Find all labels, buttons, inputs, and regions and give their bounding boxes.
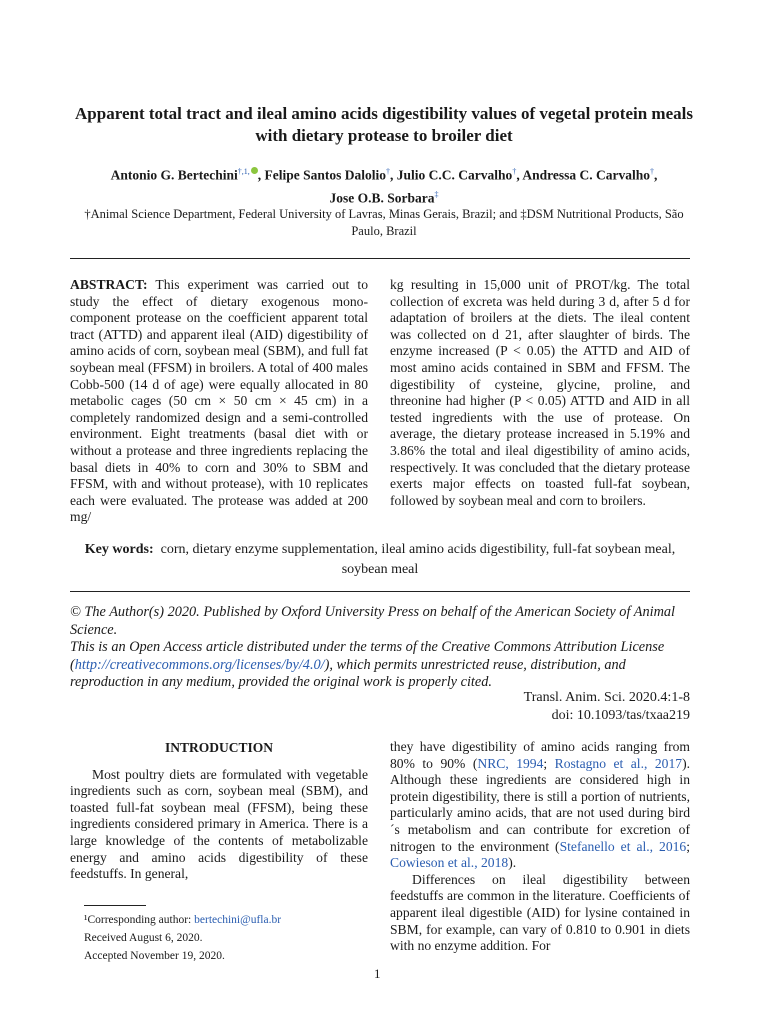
- author-affiliation-marker: †: [386, 167, 391, 176]
- intro-paragraph: they have digestibility of amino acids ranging from 80% to 90% (NRC, 1994; Rostagno et al., 2017). Although these ingredients are considered high in protein digestibility, there is still a portion of nutrients, particularly amino acids, that are not used during bird´s metabolism and can contribute for excretion of nitrogen to the environment (Stefanello et al., 2016; Cowieson et al., 2018).: [390, 739, 690, 871]
- abstract-text: kg resulting in 15,000 unit of PROT/kg. The total collection of excreta was held during 3 d, after 5 d for adaptation of broilers at the diets. The ileal content was collected on d 21, after slaughter of birds. The enzyme increased (P < 0.05) the ATTD and AID of most amino acids contained in SBM and FFSM. The digestibility of cysteine, glycine, proline, and threonine had higher (P < 0.05) ATTD and AID in all tested ingredients with the use of protease. On average, the dietary protease increased in 5.19% and 3.86% the total and ileal digestibility of amino acids, respectively. It was concluded that the dietary protease exerts major effects on toasted full-fat soybean, followed by soybean meal and corn to broilers.: [390, 277, 690, 508]
- section-heading: INTRODUCTION: [164, 740, 273, 755]
- divider: [70, 591, 690, 592]
- license-notice: [70, 604, 694, 692]
- page-number: 1: [374, 966, 381, 981]
- open-access-line: This is an Open Access article distributed under the terms of the Creative Commons Attribution License (http://creativecommons.org/licenses/by/4.0/), which permits unrestricted reuse, distribution, and reproduction in any medium, provided the original work is properly cited.: [70, 639, 665, 690]
- author-affiliation-marker: †: [649, 167, 654, 176]
- keywords: [70, 540, 690, 580]
- received-date: Received August 6, 2020.: [84, 932, 203, 944]
- author-affiliation-marker: †: [512, 167, 517, 176]
- reference-link[interactable]: Cowieson et al., 2018: [390, 855, 509, 871]
- author-list: Antonio G. Bertechini$^{\dagger,1,}$ , Felipe Santos Dalolio†, Julio C.C. Carvalho†, Andressa C. Carvalho†, Jose O.B. Sorbara‡: [110, 167, 658, 205]
- license-link[interactable]: http://creativecommons.org/licenses/by/4.0/: [74, 656, 325, 673]
- author-name: Julio C.C. Carvalho: [396, 167, 513, 183]
- accepted-date: Accepted November 19, 2020.: [84, 950, 225, 962]
- author-name: Andressa C. Carvalho: [522, 167, 650, 183]
- intro-paragraph: Differences on ileal digestibility between feedstuffs are common in the literature. Coefficients of apparent ileal digestible (AID) for lysine contained in SBM, for example, can vary of 0.810 to 0.901 in diets with no enzyme addition. For: [390, 871, 690, 954]
- affiliation: †Animal Science Department, Federal University of Lavras, Minas Gerais, Brazil; and ‡DSM Nutritional Products, São Paulo, Brazil: [84, 207, 684, 238]
- intro-right-column: [390, 739, 690, 955]
- copyright-line: © The Author(s) 2020. Published by Oxford University Press on behalf of the American Society of Animal Science.: [70, 604, 676, 638]
- email-link[interactable]: bertechini@ufla.br: [194, 914, 282, 926]
- reference-link[interactable]: Stefanello et al., 2016: [559, 838, 687, 854]
- author-name: Jose O.B. Sorbara: [329, 190, 435, 205]
- abstract-text: This experiment was carried out to study the effect of dietary exogenous mono-component protease on the coefficient apparent total tract (ATTD) and apparent ileal (AID) digestibility of amino acids of corn, soybean meal (SBM), and full fat soybean meal (FFSM) in broilers. A total of 400 males Cobb-500 (14 d of age) were equally allocated in 80 metabolic cages (50 cm × 50 cm × 45 cm) in a completely randomized design and a semi-controlled environment. Eight treatments (basal diet with or without a protease and three ingredients replacing the basal diets in 40% to corn and 30% to SBM and FFSM, with and without protease), with 10 replicates each were evaluated. The protease was added at 200 mg/: [70, 277, 369, 525]
- abstract-left-column: [70, 277, 368, 526]
- author-affiliation-marker: †,1,: [237, 167, 250, 176]
- keywords-text: corn, dietary enzyme supplementation, ileal amino acids digestibility, full-fat soybean meal, soybean meal: [160, 542, 676, 577]
- doi[interactable]: doi: 10.1093/tas/txaa219: [551, 708, 690, 723]
- reference-link[interactable]: NRC, 1994: [477, 755, 544, 771]
- abstract-label: ABSTRACT:: [70, 277, 148, 292]
- intro-left-column: [70, 740, 368, 883]
- corresponding-author: ¹Corresponding author: bertechini@ufla.br: [84, 914, 282, 926]
- author-name: Antonio G. Bertechini: [110, 167, 238, 183]
- reference-link[interactable]: Rostagno et al., 2017: [554, 755, 683, 771]
- intro-paragraph: Most poultry diets are formulated with vegetable ingredients such as corn, soybean meal (SBM), and toasted full-fat soybean meal (FFSM), being these ingredients considered primary in America. There is a large knowledge of the contents of metabolizable energy and amino acids digestibility of these feedstuffs. In general,: [70, 766, 368, 882]
- abstract-right-column: [390, 277, 690, 509]
- footnotes: [84, 911, 384, 965]
- journal-citation: Transl. Anim. Sci. 2020.4:1-8: [523, 690, 690, 705]
- keywords-label: Key words:: [84, 542, 154, 557]
- footnote-divider: [84, 905, 146, 906]
- paper-title: Apparent total tract and ileal amino acids digestibility values of vegetal protein meals with dietary protease to broiler diet: [75, 104, 693, 145]
- divider: [70, 258, 690, 259]
- orcid-icon[interactable]: [251, 167, 258, 174]
- author-name: Felipe Santos Dalolio: [264, 167, 387, 183]
- author-affiliation-marker: ‡: [434, 189, 439, 199]
